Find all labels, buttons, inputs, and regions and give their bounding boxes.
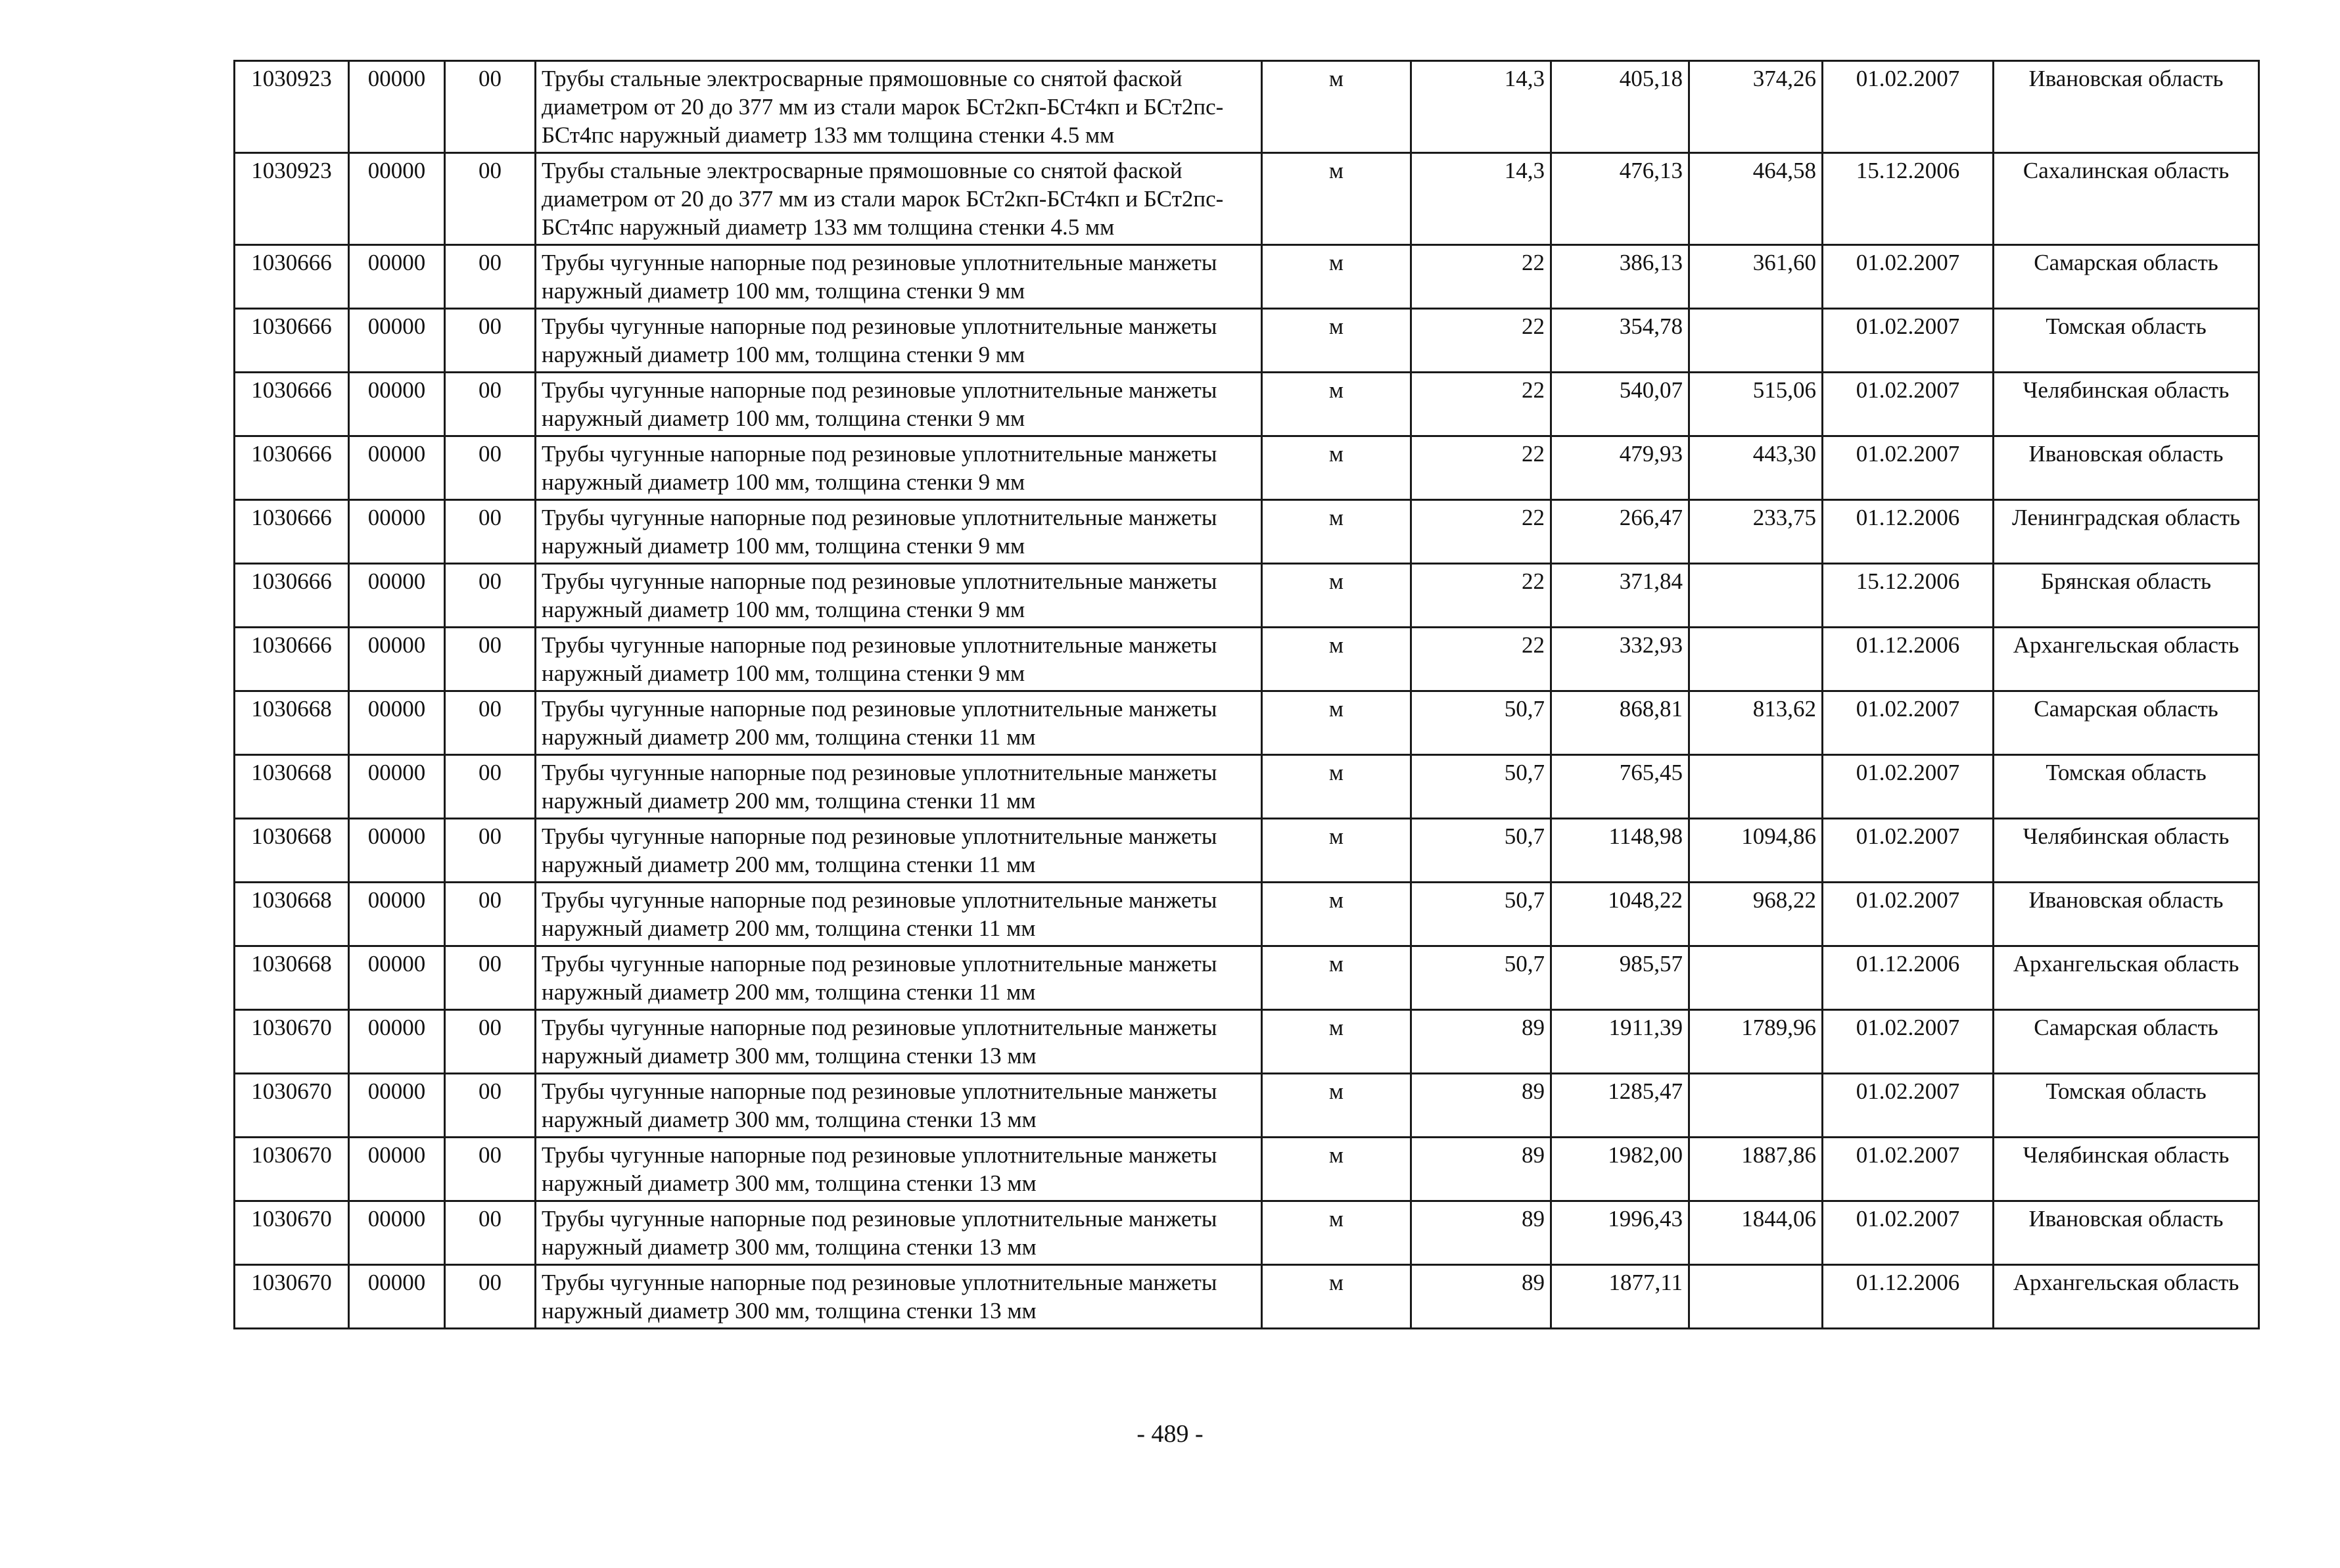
cell-price-with-vat: 540,07 xyxy=(1551,373,1689,436)
cell-unit: м xyxy=(1262,564,1411,628)
cell-subcode: 00000 xyxy=(349,309,445,373)
cell-subcode: 00000 xyxy=(349,500,445,564)
cell-description: Трубы чугунные напорные под резиновые уплотнительные манжеты наружный диаметр 300 мм, толщина стенки 13 мм xyxy=(536,1010,1262,1074)
cell-region: Томская область xyxy=(1994,755,2259,819)
cell-unit: м xyxy=(1262,1138,1411,1201)
cell-version: 00 xyxy=(445,309,536,373)
cell-version: 00 xyxy=(445,153,536,245)
cell-code: 1030670 xyxy=(235,1265,349,1329)
table-row xyxy=(235,691,2259,755)
cell-region: Архангельская область xyxy=(1994,628,2259,691)
cell-price-with-vat: 1877,11 xyxy=(1551,1265,1689,1329)
cell-weight: 22 xyxy=(1411,500,1551,564)
cell-weight: 89 xyxy=(1411,1138,1551,1201)
cell-subcode: 00000 xyxy=(349,819,445,883)
cell-weight: 89 xyxy=(1411,1010,1551,1074)
cell-region: Челябинская область xyxy=(1994,819,2259,883)
cell-price-with-vat: 371,84 xyxy=(1551,564,1689,628)
cell-price-without-vat xyxy=(1689,946,1823,1010)
cell-date: 01.02.2007 xyxy=(1823,436,1994,500)
cell-unit: м xyxy=(1262,628,1411,691)
cell-version: 00 xyxy=(445,946,536,1010)
cell-region: Томская область xyxy=(1994,1074,2259,1138)
cell-price-with-vat: 1911,39 xyxy=(1551,1010,1689,1074)
cell-weight: 22 xyxy=(1411,373,1551,436)
cell-price-with-vat: 266,47 xyxy=(1551,500,1689,564)
cell-subcode: 00000 xyxy=(349,61,445,153)
cell-unit: м xyxy=(1262,245,1411,309)
cell-price-with-vat: 354,78 xyxy=(1551,309,1689,373)
cell-description: Трубы чугунные напорные под резиновые уплотнительные манжеты наружный диаметр 200 мм, толщина стенки 11 мм xyxy=(536,883,1262,946)
cell-subcode: 00000 xyxy=(349,153,445,245)
cell-region: Самарская область xyxy=(1994,245,2259,309)
cell-description: Трубы стальные электросварные прямошовные со снятой фаской диаметром от 20 до 377 мм из стали марок БСт2кп-БСт4кп и БСт2пс-БСт4пс наружный диаметр 133 мм толщина стенки 4.5 мм xyxy=(536,153,1262,245)
table-row xyxy=(235,946,2259,1010)
table-row xyxy=(235,819,2259,883)
cell-code: 1030670 xyxy=(235,1138,349,1201)
cell-date: 01.02.2007 xyxy=(1823,755,1994,819)
cell-region: Ивановская область xyxy=(1994,1201,2259,1265)
cell-date: 01.12.2006 xyxy=(1823,946,1994,1010)
cell-weight: 22 xyxy=(1411,309,1551,373)
cell-region: Самарская область xyxy=(1994,1010,2259,1074)
cell-price-without-vat xyxy=(1689,309,1823,373)
cell-description: Трубы чугунные напорные под резиновые уплотнительные манжеты наружный диаметр 300 мм, толщина стенки 13 мм xyxy=(536,1074,1262,1138)
cell-subcode: 00000 xyxy=(349,564,445,628)
cell-version: 00 xyxy=(445,1010,536,1074)
cell-region: Ивановская область xyxy=(1994,436,2259,500)
cell-version: 00 xyxy=(445,883,536,946)
cell-date: 01.02.2007 xyxy=(1823,1138,1994,1201)
cell-unit: м xyxy=(1262,883,1411,946)
cell-region: Архангельская область xyxy=(1994,946,2259,1010)
cell-price-with-vat: 1148,98 xyxy=(1551,819,1689,883)
cell-region: Челябинская область xyxy=(1994,1138,2259,1201)
cell-code: 1030666 xyxy=(235,373,349,436)
cell-version: 00 xyxy=(445,1074,536,1138)
cell-price-with-vat: 479,93 xyxy=(1551,436,1689,500)
cell-description: Трубы чугунные напорные под резиновые уплотнительные манжеты наружный диаметр 100 мм, толщина стенки 9 мм xyxy=(536,500,1262,564)
cell-weight: 50,7 xyxy=(1411,691,1551,755)
page-number: - 489 - xyxy=(1136,1420,1204,1448)
table-row xyxy=(235,153,2259,245)
cell-price-without-vat: 1844,06 xyxy=(1689,1201,1823,1265)
cell-description: Трубы чугунные напорные под резиновые уплотнительные манжеты наружный диаметр 100 мм, толщина стенки 9 мм xyxy=(536,564,1262,628)
cell-region: Ивановская область xyxy=(1994,883,2259,946)
cell-subcode: 00000 xyxy=(349,1010,445,1074)
table-row xyxy=(235,755,2259,819)
cell-description: Трубы чугунные напорные под резиновые уплотнительные манжеты наружный диаметр 100 мм, толщина стенки 9 мм xyxy=(536,436,1262,500)
cell-weight: 89 xyxy=(1411,1265,1551,1329)
cell-code: 1030670 xyxy=(235,1074,349,1138)
cell-version: 00 xyxy=(445,500,536,564)
cell-description: Трубы чугунные напорные под резиновые уплотнительные манжеты наружный диаметр 300 мм, толщина стенки 13 мм xyxy=(536,1201,1262,1265)
cell-price-with-vat: 405,18 xyxy=(1551,61,1689,153)
cell-version: 00 xyxy=(445,628,536,691)
cell-weight: 22 xyxy=(1411,245,1551,309)
cell-unit: м xyxy=(1262,500,1411,564)
cell-date: 15.12.2006 xyxy=(1823,564,1994,628)
cell-date: 01.02.2007 xyxy=(1823,61,1994,153)
cell-price-without-vat: 515,06 xyxy=(1689,373,1823,436)
cell-version: 00 xyxy=(445,1201,536,1265)
cell-price-without-vat: 1887,86 xyxy=(1689,1138,1823,1201)
cell-version: 00 xyxy=(445,61,536,153)
cell-price-without-vat: 443,30 xyxy=(1689,436,1823,500)
cell-description: Трубы чугунные напорные под резиновые уплотнительные манжеты наружный диаметр 100 мм, толщина стенки 9 мм xyxy=(536,245,1262,309)
cell-unit: м xyxy=(1262,61,1411,153)
cell-date: 01.02.2007 xyxy=(1823,1074,1994,1138)
cell-code: 1030668 xyxy=(235,819,349,883)
cell-version: 00 xyxy=(445,1265,536,1329)
cell-price-without-vat: 374,26 xyxy=(1689,61,1823,153)
table-row xyxy=(235,500,2259,564)
cell-subcode: 00000 xyxy=(349,883,445,946)
cell-version: 00 xyxy=(445,1138,536,1201)
table-row xyxy=(235,436,2259,500)
cell-description: Трубы чугунные напорные под резиновые уплотнительные манжеты наружный диаметр 100 мм, толщина стенки 9 мм xyxy=(536,373,1262,436)
cell-description: Трубы чугунные напорные под резиновые уплотнительные манжеты наружный диаметр 100 мм, толщина стенки 9 мм xyxy=(536,628,1262,691)
cell-price-without-vat: 233,75 xyxy=(1689,500,1823,564)
cell-price-without-vat: 968,22 xyxy=(1689,883,1823,946)
cell-subcode: 00000 xyxy=(349,691,445,755)
cell-code: 1030670 xyxy=(235,1201,349,1265)
cell-price-with-vat: 765,45 xyxy=(1551,755,1689,819)
cell-price-with-vat: 1996,43 xyxy=(1551,1201,1689,1265)
cell-price-without-vat: 1094,86 xyxy=(1689,819,1823,883)
cell-code: 1030923 xyxy=(235,153,349,245)
cell-version: 00 xyxy=(445,564,536,628)
cell-date: 01.02.2007 xyxy=(1823,1010,1994,1074)
cell-weight: 50,7 xyxy=(1411,946,1551,1010)
cell-price-with-vat: 1285,47 xyxy=(1551,1074,1689,1138)
cell-price-with-vat: 332,93 xyxy=(1551,628,1689,691)
cell-price-without-vat xyxy=(1689,1265,1823,1329)
cell-description: Трубы чугунные напорные под резиновые уплотнительные манжеты наружный диаметр 200 мм, толщина стенки 11 мм xyxy=(536,691,1262,755)
cell-price-without-vat xyxy=(1689,564,1823,628)
cell-code: 1030666 xyxy=(235,628,349,691)
cell-price-without-vat: 464,58 xyxy=(1689,153,1823,245)
cell-description: Трубы стальные электросварные прямошовные со снятой фаской диаметром от 20 до 377 мм из стали марок БСт2кп-БСт4кп и БСт2пс-БСт4пс наружный диаметр 133 мм толщина стенки 4.5 мм xyxy=(536,61,1262,153)
cell-unit: м xyxy=(1262,1010,1411,1074)
cell-date: 01.12.2006 xyxy=(1823,500,1994,564)
cell-version: 00 xyxy=(445,245,536,309)
cell-subcode: 00000 xyxy=(349,755,445,819)
cell-description: Трубы чугунные напорные под резиновые уплотнительные манжеты наружный диаметр 300 мм, толщина стенки 13 мм xyxy=(536,1265,1262,1329)
cell-region: Архангельская область xyxy=(1994,1265,2259,1329)
table-row xyxy=(235,1074,2259,1138)
table-row xyxy=(235,61,2259,153)
cell-subcode: 00000 xyxy=(349,373,445,436)
cell-subcode: 00000 xyxy=(349,946,445,1010)
cell-version: 00 xyxy=(445,691,536,755)
cell-description: Трубы чугунные напорные под резиновые уплотнительные манжеты наружный диаметр 200 мм, толщина стенки 11 мм xyxy=(536,755,1262,819)
cell-version: 00 xyxy=(445,373,536,436)
table-row xyxy=(235,883,2259,946)
cell-version: 00 xyxy=(445,755,536,819)
table-row xyxy=(235,309,2259,373)
cell-code: 1030666 xyxy=(235,245,349,309)
cell-code: 1030923 xyxy=(235,61,349,153)
cell-unit: м xyxy=(1262,819,1411,883)
cell-description: Трубы чугунные напорные под резиновые уплотнительные манжеты наружный диаметр 200 мм, толщина стенки 11 мм xyxy=(536,946,1262,1010)
cell-description: Трубы чугунные напорные под резиновые уплотнительные манжеты наружный диаметр 200 мм, толщина стенки 11 мм xyxy=(536,819,1262,883)
cell-weight: 22 xyxy=(1411,628,1551,691)
cell-date: 01.02.2007 xyxy=(1823,1201,1994,1265)
cell-code: 1030666 xyxy=(235,564,349,628)
cell-code: 1030666 xyxy=(235,500,349,564)
cell-code: 1030668 xyxy=(235,691,349,755)
cell-date: 01.02.2007 xyxy=(1823,819,1994,883)
cell-unit: м xyxy=(1262,946,1411,1010)
cell-weight: 22 xyxy=(1411,564,1551,628)
cell-weight: 22 xyxy=(1411,436,1551,500)
cell-date: 01.02.2007 xyxy=(1823,691,1994,755)
cell-subcode: 00000 xyxy=(349,436,445,500)
cell-price-with-vat: 868,81 xyxy=(1551,691,1689,755)
cell-unit: м xyxy=(1262,309,1411,373)
cell-unit: м xyxy=(1262,373,1411,436)
cell-region: Челябинская область xyxy=(1994,373,2259,436)
cell-code: 1030666 xyxy=(235,309,349,373)
cell-description: Трубы чугунные напорные под резиновые уплотнительные манжеты наружный диаметр 100 мм, толщина стенки 9 мм xyxy=(536,309,1262,373)
cell-code: 1030666 xyxy=(235,436,349,500)
cell-price-with-vat: 1982,00 xyxy=(1551,1138,1689,1201)
cell-date: 01.12.2006 xyxy=(1823,1265,1994,1329)
cell-version: 00 xyxy=(445,436,536,500)
cell-weight: 50,7 xyxy=(1411,755,1551,819)
cell-price-without-vat: 1789,96 xyxy=(1689,1010,1823,1074)
cell-price-with-vat: 1048,22 xyxy=(1551,883,1689,946)
table-row xyxy=(235,245,2259,309)
table-row xyxy=(235,1138,2259,1201)
cell-date: 01.02.2007 xyxy=(1823,245,1994,309)
price-table xyxy=(233,60,2260,1329)
cell-version: 00 xyxy=(445,819,536,883)
cell-price-with-vat: 386,13 xyxy=(1551,245,1689,309)
table-row xyxy=(235,1201,2259,1265)
cell-price-without-vat xyxy=(1689,1074,1823,1138)
cell-region: Брянская область xyxy=(1994,564,2259,628)
cell-code: 1030668 xyxy=(235,946,349,1010)
cell-subcode: 00000 xyxy=(349,628,445,691)
cell-subcode: 00000 xyxy=(349,245,445,309)
cell-description: Трубы чугунные напорные под резиновые уплотнительные манжеты наружный диаметр 300 мм, толщина стенки 13 мм xyxy=(536,1138,1262,1201)
cell-subcode: 00000 xyxy=(349,1074,445,1138)
cell-weight: 14,3 xyxy=(1411,61,1551,153)
cell-weight: 89 xyxy=(1411,1201,1551,1265)
table-row xyxy=(235,564,2259,628)
cell-price-without-vat xyxy=(1689,755,1823,819)
cell-price-without-vat xyxy=(1689,628,1823,691)
cell-weight: 89 xyxy=(1411,1074,1551,1138)
cell-region: Сахалинская область xyxy=(1994,153,2259,245)
price-table-container xyxy=(233,60,2258,1329)
cell-subcode: 00000 xyxy=(349,1138,445,1201)
cell-region: Ивановская область xyxy=(1994,61,2259,153)
cell-date: 01.12.2006 xyxy=(1823,628,1994,691)
table-row xyxy=(235,1010,2259,1074)
cell-date: 01.02.2007 xyxy=(1823,309,1994,373)
cell-unit: м xyxy=(1262,755,1411,819)
cell-unit: м xyxy=(1262,691,1411,755)
table-body xyxy=(235,61,2259,1329)
cell-code: 1030668 xyxy=(235,755,349,819)
table-row xyxy=(235,1265,2259,1329)
cell-subcode: 00000 xyxy=(349,1265,445,1329)
cell-weight: 50,7 xyxy=(1411,819,1551,883)
cell-date: 15.12.2006 xyxy=(1823,153,1994,245)
cell-price-with-vat: 985,57 xyxy=(1551,946,1689,1010)
cell-code: 1030668 xyxy=(235,883,349,946)
table-row xyxy=(235,373,2259,436)
cell-unit: м xyxy=(1262,1201,1411,1265)
cell-unit: м xyxy=(1262,1074,1411,1138)
cell-code: 1030670 xyxy=(235,1010,349,1074)
cell-region: Томская область xyxy=(1994,309,2259,373)
cell-unit: м xyxy=(1262,1265,1411,1329)
cell-price-without-vat: 361,60 xyxy=(1689,245,1823,309)
cell-weight: 50,7 xyxy=(1411,883,1551,946)
cell-price-without-vat: 813,62 xyxy=(1689,691,1823,755)
cell-unit: м xyxy=(1262,436,1411,500)
cell-region: Ленинградская область xyxy=(1994,500,2259,564)
table-row xyxy=(235,628,2259,691)
cell-subcode: 00000 xyxy=(349,1201,445,1265)
cell-date: 01.02.2007 xyxy=(1823,373,1994,436)
cell-date: 01.02.2007 xyxy=(1823,883,1994,946)
cell-weight: 14,3 xyxy=(1411,153,1551,245)
cell-unit: м xyxy=(1262,153,1411,245)
cell-price-with-vat: 476,13 xyxy=(1551,153,1689,245)
cell-region: Самарская область xyxy=(1994,691,2259,755)
